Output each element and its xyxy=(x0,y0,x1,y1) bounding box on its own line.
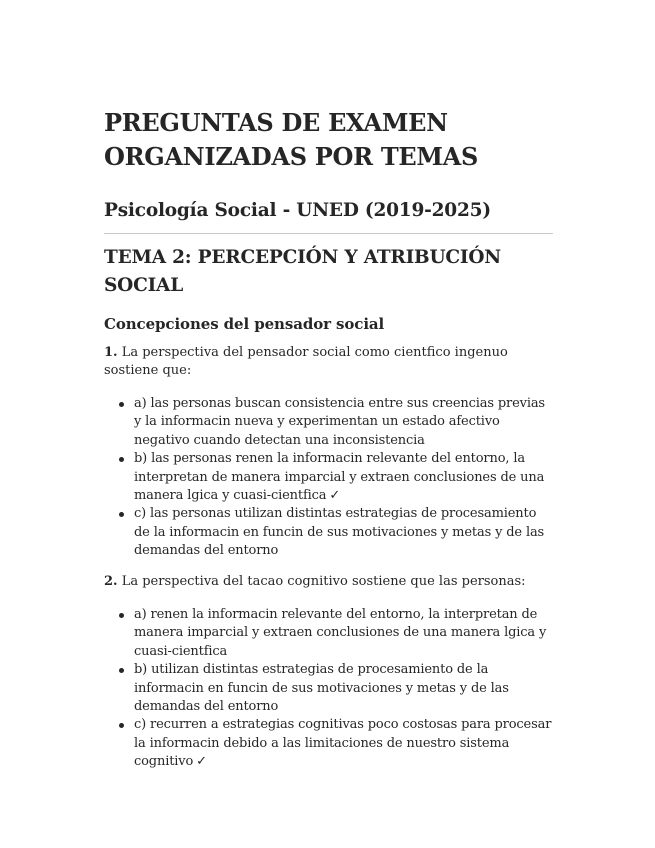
option-text: b) las personas renen la informacin relevante del entorno, la interpretan de manera imparcial y extraen conclusiones de una manera lgica y cuasi-cientfica xyxy=(134,451,545,504)
question-number: 1. xyxy=(104,345,118,360)
option-text: a) las personas buscan consistencia entre sus creencias previas y la informacin nueva y experimentan un estado afectivo negativo cuando detectan una inconsistencia xyxy=(134,396,545,448)
topic-heading: TEMA 2: PERCEPCIÓN Y ATRIBUCIÓN SOCIAL xyxy=(104,247,502,296)
horizontal-divider xyxy=(104,233,553,234)
document-title: PREGUNTAS DE EXAMEN ORGANIZADAS POR TEMAS xyxy=(104,108,479,171)
answer-option xyxy=(104,606,554,661)
bullet-icon xyxy=(119,457,124,462)
check-mark-icon: ✓ xyxy=(329,488,341,504)
question-stem: La perspectiva del tacao cognitivo sostiene que las personas: xyxy=(121,574,526,589)
question-stem: La perspectiva del pensador social como cientfico ingenuo sostiene que: xyxy=(104,345,508,378)
answer-option xyxy=(104,505,554,560)
document-subtitle: Psicología Social - UNED (2019-2025) xyxy=(104,200,491,221)
check-mark-icon: ✓ xyxy=(196,754,207,770)
answer-option xyxy=(104,395,554,450)
answer-option xyxy=(104,450,554,505)
question-text xyxy=(104,344,554,380)
question-number: 2. xyxy=(104,574,118,589)
bullet-icon xyxy=(119,512,124,517)
option-text: a) renen la informacin relevante del entorno, la interpretan de manera imparcial y extraen conclusiones de una manera lgica y cuasi-cientfica xyxy=(134,607,547,659)
bullet-icon xyxy=(119,402,124,407)
answer-options xyxy=(104,395,554,561)
question-2 xyxy=(104,573,554,772)
question-1 xyxy=(104,344,554,561)
answer-option xyxy=(104,661,554,716)
answer-options xyxy=(104,606,554,772)
question-text xyxy=(104,573,554,591)
section-heading: Concepciones del pensador social xyxy=(104,315,385,333)
bullet-icon xyxy=(119,723,124,728)
bullet-icon xyxy=(119,668,124,673)
option-text: c) las personas utilizan distintas estrategias de procesamiento de la informacin en funcin de sus motivaciones y metas y de las demandas del entorno xyxy=(134,506,545,559)
bullet-icon xyxy=(119,613,124,618)
option-text: c) recurren a estrategias cognitivas poco costosas para procesar la informacin debido a las limitaciones de nuestro sistema cognitivo xyxy=(134,717,552,770)
answer-option xyxy=(104,716,554,771)
option-text: b) utilizan distintas estrategias de procesamiento de la informacin en funcin de sus motivaciones y metas y de las demandas del entorno xyxy=(134,662,509,715)
